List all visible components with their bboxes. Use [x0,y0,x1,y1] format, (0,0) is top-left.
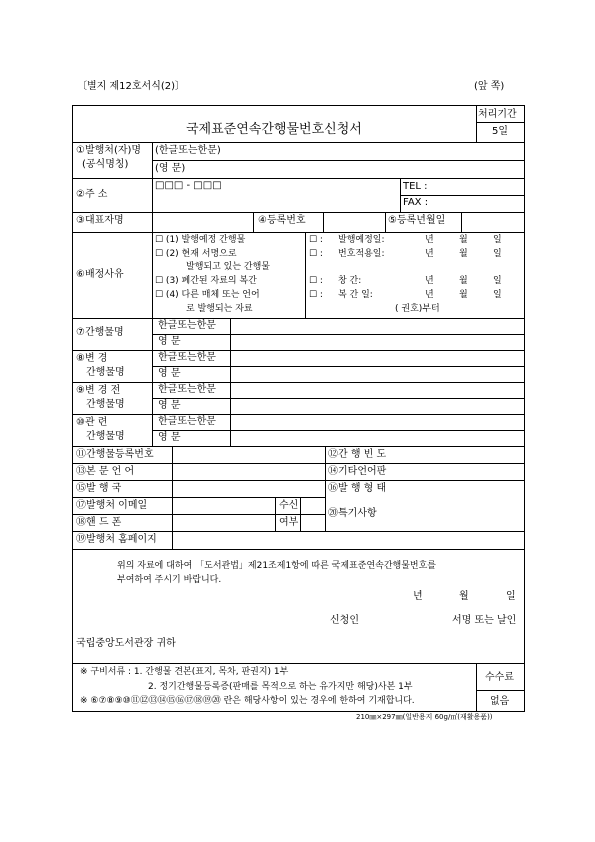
fee-label: 수수료 [485,672,514,683]
form-id: 〔별지 제12호서식(2)〕 [77,81,186,92]
reissue-from-volume: ( 권호)부터 [395,304,440,314]
registration-date-label: ⑤등록년월일 [388,215,446,226]
publication-form-label: ⑯발 행 형 태 [328,483,387,494]
reason-month-2: 월 [459,249,468,259]
reason-option-1[interactable]: ☐ (1) 발행예정 간행물 [155,235,246,245]
fee-value: 없음 [490,696,510,707]
previous-title-label: ⑨변 경 전 [76,385,121,396]
statement-line-1: 위의 자료에 대하여 「도서관법」제21조제1항에 따른 국제표준연속간행물번호를 [117,561,436,571]
related-title-label: ⑩관 련 [76,417,108,428]
fax-field[interactable]: FAX : [403,197,429,208]
publisher-korean-field[interactable]: (한글또는한문) [155,145,221,156]
changed-title-label-2: 간행물명 [86,367,125,378]
postal-code-field[interactable]: □□□ - □□□ [155,180,222,191]
text-language-label: ⑬본 문 언 어 [76,466,135,477]
representative-label: ③대표자명 [76,215,124,226]
form-title: 국제표준연속간행물번호신청서 [186,122,362,137]
reason-option-4[interactable]: ☐ (4) 다른 매체 또는 언어 [155,290,260,300]
paper-spec: 210㎜×297㎜(일반용지 60g/㎡(재활용품)) [356,713,493,721]
reason-option-2-cont: 발행되고 있는 간행물 [186,262,270,272]
previous-title-label-2: 간행물명 [86,399,125,410]
reason-option-2[interactable]: ☐ (2) 현재 서명으로 [155,249,237,259]
changed-title-label: ⑧변 경 [76,353,108,364]
consent-label: 여부 [279,517,299,528]
required-docs-2: 2. 정기간행물등록증(판매를 목적으로 하는 유가지만 해당)사본 1부 [148,682,413,692]
reason-day-2: 일 [493,249,502,259]
title-english-label-3: 영 문 [158,400,181,411]
applicant-label: 신청인 [330,615,359,626]
reason-month-3: 월 [459,276,468,286]
address-label: ②주 소 [76,189,108,200]
page-side-label: (앞 쪽) [474,81,505,92]
other-language-label: ⑭기타언어판 [328,466,387,477]
title-korean-label-2: 한글또는한문 [158,352,216,363]
title-korean-label-1: 한글또는한문 [158,320,216,331]
mobile-phone-label: ⑱핸 드 폰 [76,517,122,528]
reason-date-label-2: 번호적용일: [338,249,385,259]
statement-line-2: 부여하여 주시기 바랍니다. [117,575,222,585]
processing-period-label: 처리기간 [478,109,517,120]
required-docs-1: ※ 구비서류 : 1. 간행물 견본(표지, 목차, 판권지) 1부 [80,667,289,677]
reason-date-label-1: 발행예정일: [338,235,385,245]
processing-period-value: 5일 [492,126,509,137]
reason-date-box-3[interactable]: ☐ : [309,276,323,286]
reason-date-box-2[interactable]: ☐ : [309,249,323,259]
reason-date-box-4[interactable]: ☐ : [309,290,323,300]
tel-field[interactable]: TEL : [403,181,428,192]
date-month: 월 [459,591,469,602]
reason-option-4-cont: 로 발행되는 자료 [186,304,253,314]
addressee: 국립중앙도서관장 귀하 [76,638,176,649]
reason-option-3[interactable]: ☐ (3) 폐간된 자료의 복간 [155,276,257,286]
title-english-label-1: 영 문 [158,336,181,347]
date-year: 년 [413,591,423,602]
reason-date-box-1[interactable]: ☐ : [309,235,323,245]
publisher-official-label: (공식명칭) [82,159,129,170]
title-english-label-4: 영 문 [158,432,181,443]
reason-day-4: 일 [493,290,502,300]
special-notes-label: ⑳특기사항 [328,508,377,519]
frequency-label: ⑫간 행 빈 도 [328,449,387,460]
reason-day-1: 일 [493,235,502,245]
reason-month-1: 월 [459,235,468,245]
title-korean-label-4: 한글또는한문 [158,416,216,427]
reason-year-2: 년 [425,249,434,259]
reason-year-4: 년 [425,290,434,300]
publisher-label: ①발행처(자)명 [76,145,142,156]
publisher-email-label: ⑰발행처 이메일 [76,500,148,511]
receive-label: 수신 [279,500,299,511]
reason-date-label-3: 창 간: [338,276,362,286]
country-label: ⑮발 행 국 [76,483,122,494]
date-day: 일 [506,591,516,602]
reason-date-label-4: 복 간 일: [338,290,373,300]
publisher-english-field[interactable]: (영 문) [155,163,186,174]
title-english-label-2: 영 문 [158,368,181,379]
sign-label: 서명 또는 날인 [452,615,517,626]
related-title-label-2: 간행물명 [86,431,125,442]
registration-number-label: ④등록번호 [258,215,306,226]
serial-title-label: ⑦간행물명 [76,327,124,338]
serial-registration-label: ⑪간행물등록번호 [76,449,154,460]
reason-year-3: 년 [425,276,434,286]
reason-year-1: 년 [425,235,434,245]
fill-note: ※ ⑥⑦⑧⑨⑩⑪⑫⑬⑭⑮⑯⑰⑱⑲⑳ 란은 해당사항이 있는 경우에 한하여 기재합니다. [80,696,415,706]
reason-day-3: 일 [493,276,502,286]
assignment-reason-label: ⑥배정사유 [76,269,124,280]
reason-month-4: 월 [459,290,468,300]
title-korean-label-3: 한글또는한문 [158,384,216,395]
homepage-label: ⑲발행처 홈페이지 [76,534,157,545]
